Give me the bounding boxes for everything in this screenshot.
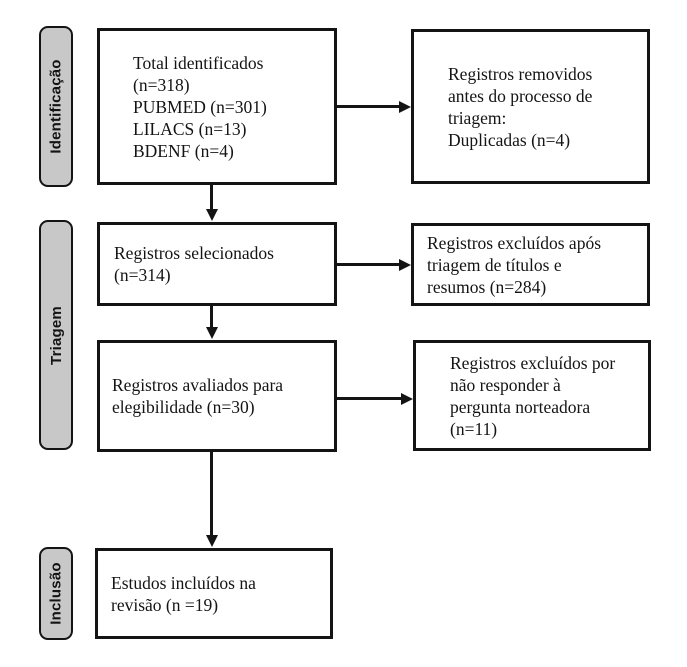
arrow-line <box>337 263 399 266</box>
box-line: elegibilidade (n=30) <box>112 397 255 417</box>
box-line: Registros removidos <box>448 63 593 84</box>
box-excluded-guiding-question <box>413 340 651 451</box>
arrow-head-icon <box>399 101 411 113</box>
box-line: LILACS (n=13) <box>133 118 247 139</box>
box-line: Registros avaliados para <box>112 375 284 395</box>
box-line: Registros selecionados <box>114 243 274 263</box>
stage-label-inclusion-text: Inclusão <box>47 562 65 625</box>
arrow-selected-to-excluded <box>337 258 411 271</box>
stage-label-inclusion <box>39 547 73 640</box>
box-line: BDENF (n=4) <box>133 140 234 161</box>
box-line: antes do processo de <box>448 85 593 106</box>
arrow-assessed-to-excluded <box>335 392 413 405</box>
box-studies-included <box>95 548 333 639</box>
arrow-line <box>210 306 213 327</box>
arrow-head-icon <box>206 535 218 547</box>
box-line: triagem: <box>448 107 507 128</box>
box-line: triagem de títulos e <box>427 254 562 275</box>
stage-label-screening-text: Triagem <box>47 305 65 365</box>
arrow-line <box>210 452 213 535</box>
box-records-selected <box>97 222 337 306</box>
box-total-identified <box>97 28 337 185</box>
box-line: (n=11) <box>450 418 498 439</box>
box-excluded-titles-abstracts <box>411 223 650 306</box>
arrow-line <box>335 397 401 400</box>
stage-label-identification-text: Identificação <box>47 59 65 154</box>
box-line: PUBMED (n=301) <box>133 96 267 117</box>
box-line: Estudos incluídos na <box>111 572 256 593</box>
box-records-removed <box>411 29 650 184</box>
arrow-line <box>337 105 399 108</box>
box-line: Duplicadas (n=4) <box>448 129 571 150</box>
box-line: pergunta norteadora <box>450 396 591 417</box>
arrow-head-icon <box>206 209 218 221</box>
arrow-identified-to-removed <box>337 100 411 113</box>
box-line: (n=314) <box>114 265 171 285</box>
box-line: Total identificados <box>133 52 264 73</box>
arrow-identified-to-selected <box>205 185 218 221</box>
box-assessed-eligibility <box>97 340 337 452</box>
arrow-head-icon <box>401 393 413 405</box>
box-line: não responder à <box>450 374 561 395</box>
box-line: revisão (n =19) <box>111 594 219 615</box>
arrow-head-icon <box>399 259 411 271</box>
stage-label-identification <box>39 26 73 187</box>
arrow-line <box>210 185 213 209</box>
arrow-head-icon <box>206 327 218 339</box>
box-line: Registros excluídos após <box>427 232 602 253</box>
box-line: (n=318) <box>133 74 190 95</box>
stage-label-screening <box>39 220 73 450</box>
arrow-selected-to-assessed <box>205 306 218 339</box>
box-line: resumos (n=284) <box>427 276 547 297</box>
arrow-assessed-to-included <box>205 452 218 547</box>
box-line: Registros excluídos por <box>450 352 616 373</box>
